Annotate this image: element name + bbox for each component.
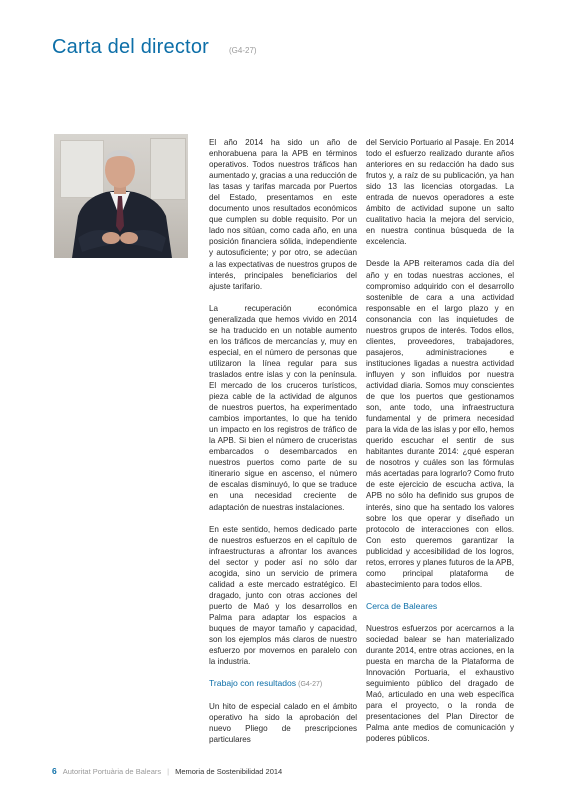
gri-code: (G4-27) xyxy=(298,681,323,689)
footer-separator: | xyxy=(167,767,170,776)
paragraph: En este sentido, hemos dedicado parte de nuestros esfuerzos en el capítulo de infraestructuras a afrontar los avances del sector y poder así no sólo dar acogida, sino un servicio de primera calidad a este mercado estratégico. El dragado, junto con otras acciones del puerto de Maó y los desarrollos en Palma para adaptar los espacios a buques de mayor tamaño y capacidad, son los ejemplos más claros de nuestro esfuerzo por movernos en paralelo con la industria. xyxy=(209,524,357,667)
report-title: Memoria de Sostenibilidad 2014 xyxy=(175,767,283,776)
organization-name: Autoritat Portuària de Balears xyxy=(62,767,162,776)
paragraph: Nuestros esfuerzos por acercarnos a la sociedad balear se han materializado durante 2014, entre otras acciones, en la puesta en marcha de la Plataforma de Innovación Portuaria, el exhaustivo seguimiento público del dragado de Maó, articulado en una web específica para el proyecto, o la ronda de presentaciones del Plan Director de Palma ante medios de comunicación y poderes públicos. xyxy=(366,623,514,744)
director-figure xyxy=(54,134,188,258)
paragraph: Desde la APB reiteramos cada día del año y en todas nuestras acciones, el compromiso adquirido con el desarrollo sostenible de cara a una actividad responsable en el largo plazo y en consonancia con las inquietudes de nuestros grupos de interés. Todos ellos, clientes, proveedores, trabajadores, pasajeros, administraciones e instituciones ligadas a nuestra actividad influyen y son influidos por nuestra actividad diaria. Somos muy conscientes de que los puertos que gestionamos son, ante todo, una infraestructura fundamental y de primera necesidad para la vida de las islas y por ello, hemos querido escuchar el sentir de sus habitantes durante 2014: ¿qué esperan de nosotros y cuáles son las fórmulas más acertadas para lograrlo? Como fruto de este ejercicio de escucha activa, la APB no sólo ha definido sus grupos de interés, sino que ha sentado los valores sobre los que operar y diseñado un protocolo de interacciones con ellos. Con esto queremos garantizar la publicidad y accesibilidad de los logros, retos, errores y planes futuros de la APB, como principal plataforma de abastecimiento para todos ellos. xyxy=(366,259,515,589)
page-title: Carta del director xyxy=(52,36,209,58)
paragraph: El año 2014 ha sido un año de enhorabuena para la APB en términos operativos. Todos nuestros tráficos han aumentado y, gracias a una reducción de las tasas y tarifas marcada por Puertos del Estado, presentamos en este documento unos resultados económicos que cumplen su doble requisito. Por un lado nos sitúan, como cada año, en una posición financiera sólida, independiente y autosuficiente; y por otro, se adecúan a las expectativas de nuestros grupos de interés, principales beneficiarios del ajuste tarifario. xyxy=(209,138,357,291)
paragraph: Un hito de especial calado en el ámbito operativo ha sido la aprobación del nuevo Pliego de prescripciones particulares xyxy=(209,702,357,745)
page-number: 6 xyxy=(52,766,57,776)
text-column-right xyxy=(366,137,514,755)
section-heading xyxy=(209,678,357,690)
page-footer xyxy=(52,766,282,776)
section-heading xyxy=(366,601,514,612)
header xyxy=(52,36,257,59)
director-photo xyxy=(54,134,188,258)
gri-code: (G4-27) xyxy=(229,46,257,55)
section-heading-text: Cerca de Baleares xyxy=(366,600,438,611)
text-column-left xyxy=(209,137,357,756)
paragraph: La recuperación económica generalizada que hemos vivido en 2014 se ha traducido en un notable aumento en los tráficos de mercancías y, muy en especial, en el número de personas que utilizaron la línea regular para sus traslados entre islas y con la península. El mercado de los cruceros turísticos, pieza cable de la actividad de algunos de nuestros puertos, ha experimentado cambios importantes, lo que ha tenido un impacto en los registros de tráfico de la APB. Si bien el número de cruceristas embarcados o desembarcados en nuestros puertos como parte de su itinerario sigue en ascenso, el número de escalas disminuyó, lo que se traduce en una necesidad creciente de adaptación de nuestras instalaciones. xyxy=(209,303,357,512)
paragraph: del Servicio Portuario al Pasaje. En 2014 todo el esfuerzo realizado durante años anteriores en su redacción ha dado sus frutos y, a raíz de su publicación, ya han sido 13 las licencias otorgadas. La entrada de nuevos operadores a este ámbito de actividad supone un salto cualitativo hacia la mejora del servicio, en nuestra continua búsqueda de la excelencia. xyxy=(366,138,514,247)
section-heading-text: Trabajo con resultados xyxy=(209,678,297,689)
